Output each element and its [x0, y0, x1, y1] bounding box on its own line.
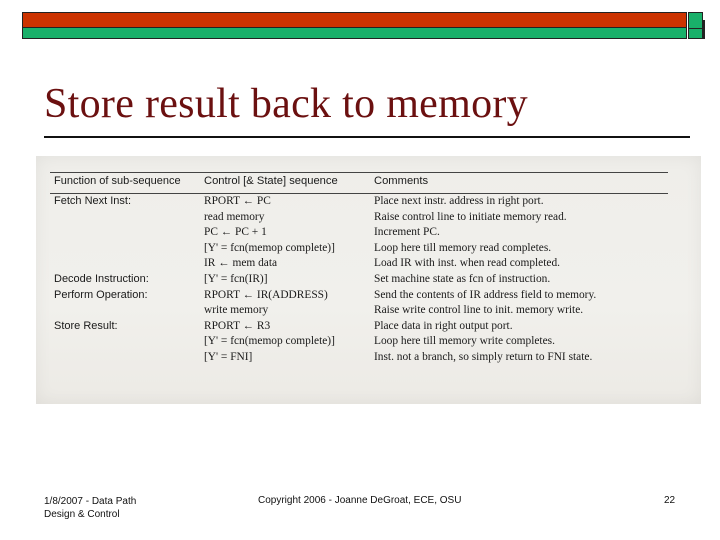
- function-cell: [50, 225, 200, 241]
- corner-shadow: [703, 20, 705, 39]
- comment-cell: Loop here till memory read completes.: [374, 241, 552, 254]
- corner-square-top: [688, 12, 703, 29]
- function-cell: [50, 334, 200, 350]
- function-cell: [50, 303, 200, 319]
- table-header-row: [50, 173, 668, 194]
- comment-cell: Load IR with inst. when read completed.: [374, 257, 560, 270]
- footer-line-1: 1/8/2007 - Data Path: [44, 496, 137, 507]
- column-header: Control [& State] sequence: [200, 173, 370, 194]
- control-cell: RPORT ← IR(ADDRESS): [204, 288, 328, 301]
- comment-cell: Raise write control line to init. memory write.: [374, 304, 584, 317]
- footer-date-course: [44, 495, 136, 521]
- footer-line-2: Design & Control: [44, 509, 120, 520]
- scanned-table-image: [36, 156, 701, 404]
- table-row: [50, 225, 668, 241]
- function-cell: Fetch Next Inst:: [54, 195, 132, 207]
- table-row: [50, 303, 668, 319]
- microcode-table: [50, 172, 668, 366]
- table-row: [50, 288, 668, 304]
- column-header: Comments: [370, 173, 668, 194]
- control-cell: PC ← PC + 1: [204, 226, 267, 239]
- table-row: [50, 194, 668, 210]
- comment-cell: Increment PC.: [374, 226, 440, 239]
- function-cell: Perform Operation:: [54, 288, 148, 301]
- function-cell: [50, 210, 200, 226]
- comment-cell: Send the contents of IR address field to memory.: [374, 288, 597, 301]
- control-cell: [Y' = fcn(memop complete)]: [204, 335, 335, 348]
- footer-copyright: Copyright 2006 - Joanne DeGroat, ECE, OSU: [258, 495, 462, 506]
- control-cell: IR ← mem data: [204, 257, 278, 270]
- table-row: [50, 241, 668, 257]
- title-bar-green: [22, 28, 687, 39]
- table-row: [50, 319, 668, 335]
- control-cell: RPORT ← R3: [204, 319, 271, 332]
- comment-cell: Loop here till memory write completes.: [374, 335, 555, 348]
- control-cell: write memory: [204, 304, 269, 317]
- comment-cell: Set machine state as fcn of instruction.: [374, 272, 551, 285]
- control-cell: read memory: [204, 210, 265, 223]
- comment-cell: Place next instr. address in right port.: [374, 195, 544, 207]
- function-cell: Store Result:: [54, 319, 118, 332]
- control-cell: RPORT ← PC: [204, 195, 271, 207]
- table-row: [50, 334, 668, 350]
- comment-cell: Raise control line to initiate memory read.: [374, 210, 567, 223]
- control-cell: [Y' = FNI]: [204, 350, 253, 363]
- title-bar-red: [22, 12, 687, 28]
- comment-cell: Place data in right output port.: [374, 319, 513, 332]
- comment-cell: Inst. not a branch, so simply return to FNI state.: [374, 350, 593, 363]
- control-cell: [Y' = fcn(memop complete)]: [204, 241, 335, 254]
- control-cell: [Y' = fcn(IR)]: [204, 272, 268, 285]
- table-row: [50, 256, 668, 272]
- table-row: [50, 210, 668, 226]
- page-number: 22: [664, 495, 676, 506]
- function-cell: [50, 256, 200, 272]
- title-divider: [44, 136, 690, 138]
- function-cell: [50, 350, 200, 366]
- column-header: Function of sub-sequence: [50, 173, 200, 194]
- slide-title: Store result back to memory: [44, 81, 528, 127]
- function-cell: [50, 241, 200, 257]
- table-row: [50, 272, 668, 288]
- table-row: [50, 350, 668, 366]
- function-cell: Decode Instruction:: [54, 272, 149, 285]
- corner-square-bottom: [688, 28, 703, 39]
